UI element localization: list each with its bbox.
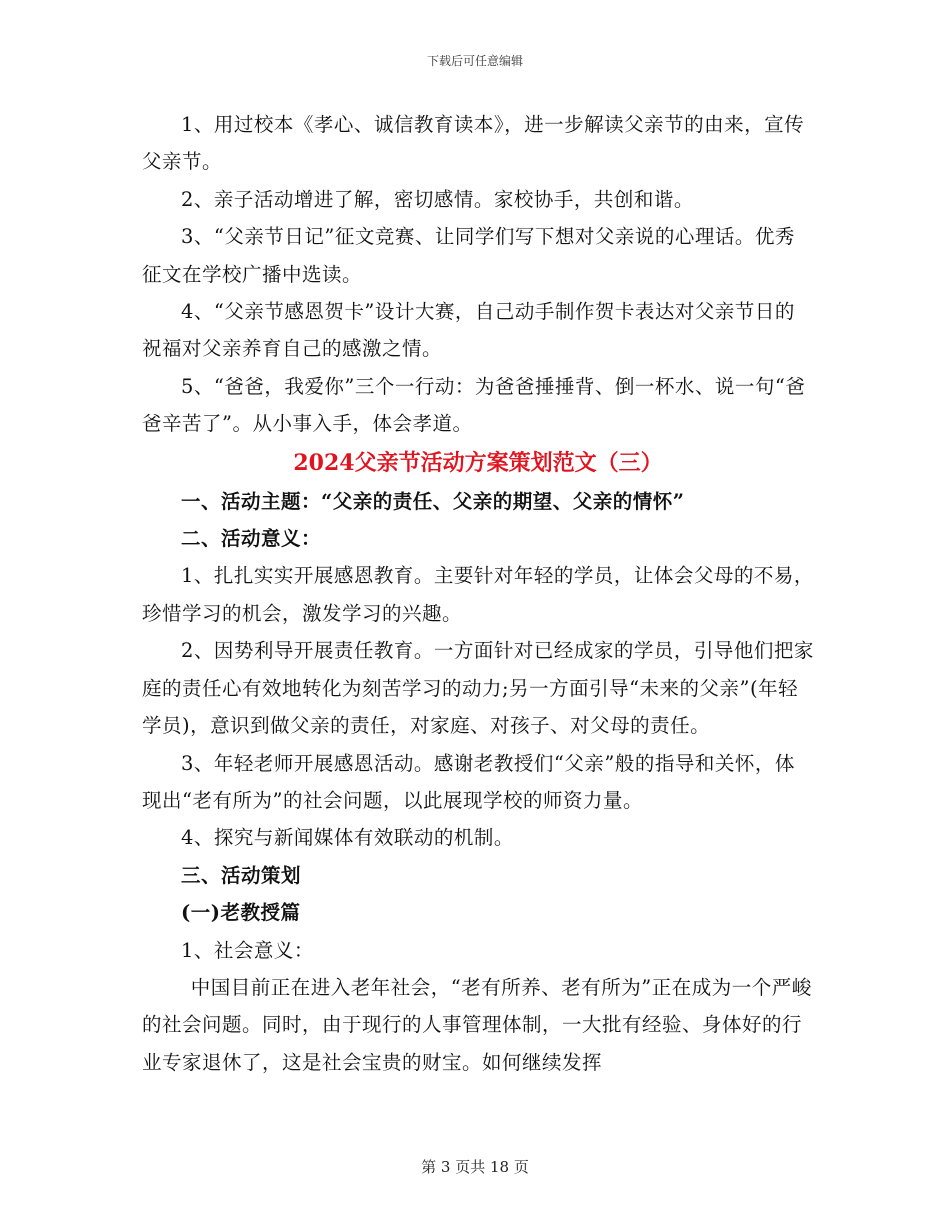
paragraph-item-1: 1、用过校本《孝心、诚信教育读本》，进一步解读父亲节的由来，宣传父亲节。: [142, 113, 805, 174]
meaning-item-4: 4、探究与新闻媒体有效联动的机制。: [181, 826, 514, 850]
paragraph-item-5: 5、“爸爸，我爱你”三个一行动：为爸爸捶捶背、倒一杯水、说一句“爸爸辛苦了”。从小事入手，体会孝道。: [142, 374, 806, 436]
page-footer: 第 3 页共 18 页: [421, 1158, 529, 1176]
heading-activity-meaning: 二、活动意义：: [181, 527, 322, 551]
heading-professors: (一)老教授篇: [181, 901, 301, 925]
heading-activity-theme: 一、活动主题：“父亲的责任、父亲的期望、父亲的情怀”: [181, 489, 685, 513]
paragraph-item-4: 4、“父亲节感恩贺卡”设计大赛，自己动手制作贺卡表达对父亲节日的祝福对父亲养育自己的感激之情。: [142, 300, 795, 361]
heading-activity-plan: 三、活动策划: [181, 863, 302, 887]
document-body: [142, 106, 814, 1081]
social-meaning-text: 中国目前正在进入老年社会，“老有所养、老有所为”正在成为一个严峻的社会问题。同时，由于现行的人事管理体制，一大批有经验、身体好的行业专家退休了，这是社会宝贵的财宝。如何继续发挥: [142, 975, 812, 1074]
social-meaning-label: 1、社会意义：: [181, 938, 314, 962]
paragraph-item-2: 2、亲子活动增进了解，密切感情。家校协手，共创和谐。: [181, 187, 694, 211]
paragraph-item-3: 3、“父亲节日记”征文竞赛、让同学们写下想对父亲说的心理话。优秀征文在学校广播中选读。: [142, 225, 795, 286]
meaning-item-1: 1、扎扎实实开展感恩教育。主要针对年轻的学员，让体会父母的不易，珍惜学习的机会，激发学习的兴趣。: [142, 564, 814, 625]
meaning-item-3: 3、年轻老师开展感恩活动。感谢老教授们“父亲”般的指导和关怀，体现出“老有所为”的社会问题，以此展现学校的师资力量。: [142, 751, 795, 812]
meaning-item-2: 2、因势利导开展责任教育。一方面针对已经成家的学员，引导他们把家庭的责任心有效地转化为刻苦学习的动力;另一方面引导“未来的父亲”(年轻学员)，意识到做父亲的责任，对家庭、对孩子、对父母的责任。: [142, 639, 814, 738]
page-header: 下载后可任意编辑: [426, 54, 523, 68]
section-title: 2024父亲节活动方案策划范文（三）: [293, 449, 663, 476]
